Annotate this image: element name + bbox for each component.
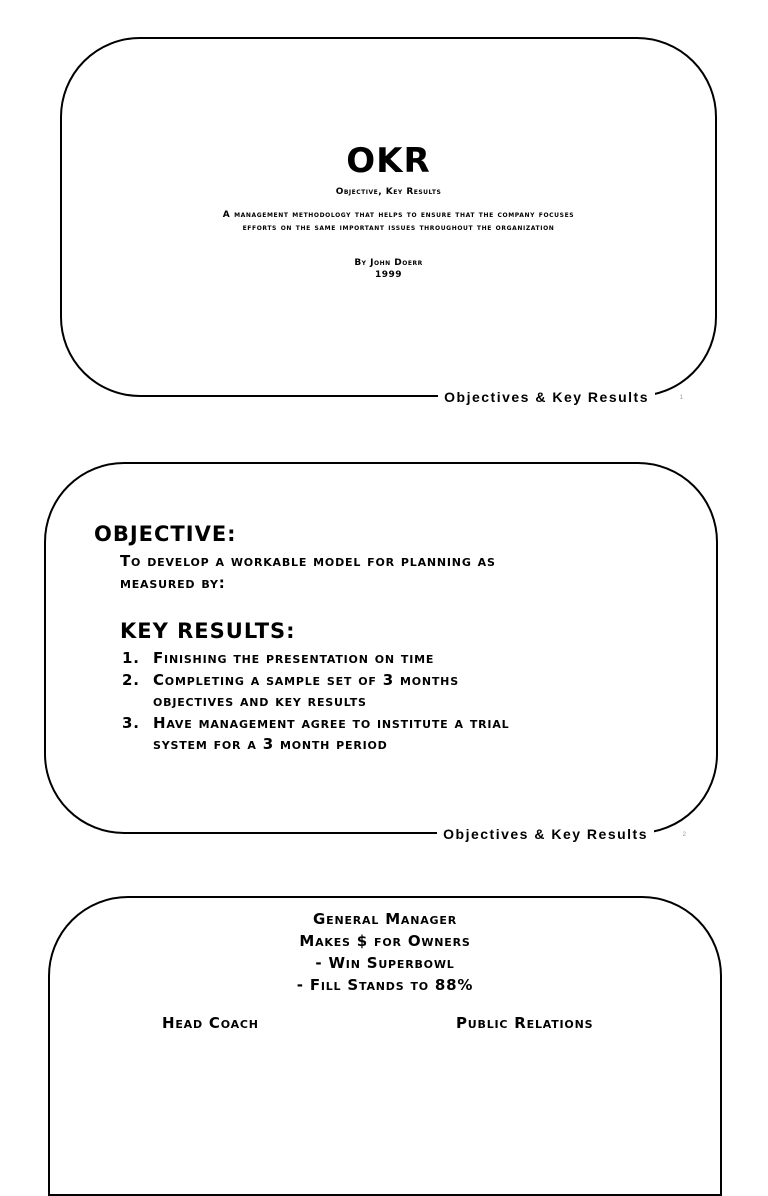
author-year: 1999 (374, 270, 403, 280)
list-item-line: Finishing the presentation on time (153, 649, 435, 667)
list-item-line: objectives and key results (153, 692, 367, 710)
org-chart-top (50, 908, 720, 996)
list-item-number: 1. (122, 649, 140, 667)
list-item-text (153, 670, 459, 713)
slide-3 (48, 896, 722, 1196)
org-line: - Win Superbowl (315, 954, 455, 972)
list-item-line: system for a 3 month period (153, 735, 388, 753)
list-item (122, 648, 682, 670)
list-item-text (153, 648, 434, 670)
objective-line: To develop a workable model for planning as (120, 552, 496, 570)
head-coach-heading: Head Coach (162, 1014, 259, 1032)
page-number: 2 (682, 832, 686, 838)
org-line: Makes $ for Owners (299, 932, 471, 950)
objective-line: measured by: (120, 574, 226, 592)
slide-description (152, 209, 645, 235)
org-line: - Fill Stands to 88% (296, 976, 474, 994)
slide-author (62, 257, 715, 281)
slide-footer: Objectives & Key Results (438, 389, 655, 405)
objective-heading: OBJECTIVE: (94, 522, 237, 546)
list-item-number: 3. (122, 713, 140, 732)
slide-footer: Objectives & Key Results (437, 826, 654, 842)
page-number: 1 (679, 395, 683, 401)
list-item (122, 670, 682, 713)
public-relations-heading: Public Relations (456, 1014, 594, 1032)
list-item-line: Have management agree to institute a trial (153, 713, 510, 732)
list-item-number: 2. (122, 670, 140, 689)
list-item-line: Completing a sample set of 3 months (153, 670, 459, 689)
author-name: By John Doerr (354, 258, 423, 268)
key-results-list (122, 648, 682, 756)
slide-1 (60, 37, 717, 405)
description-line: A management methodology that helps to ensure that the company focuses (222, 210, 575, 220)
list-item (122, 713, 682, 756)
slide-title: OKR (346, 141, 431, 181)
key-results-heading: KEY RESULTS: (120, 619, 296, 643)
slide-2 (44, 462, 718, 842)
description-line: efforts on the same important issues throughout the organization (242, 223, 555, 233)
slide-subtitle: Objective, Key Results (335, 187, 442, 197)
objective-text (120, 550, 660, 594)
org-line: General Manager (313, 910, 457, 928)
list-item-text (153, 713, 509, 756)
